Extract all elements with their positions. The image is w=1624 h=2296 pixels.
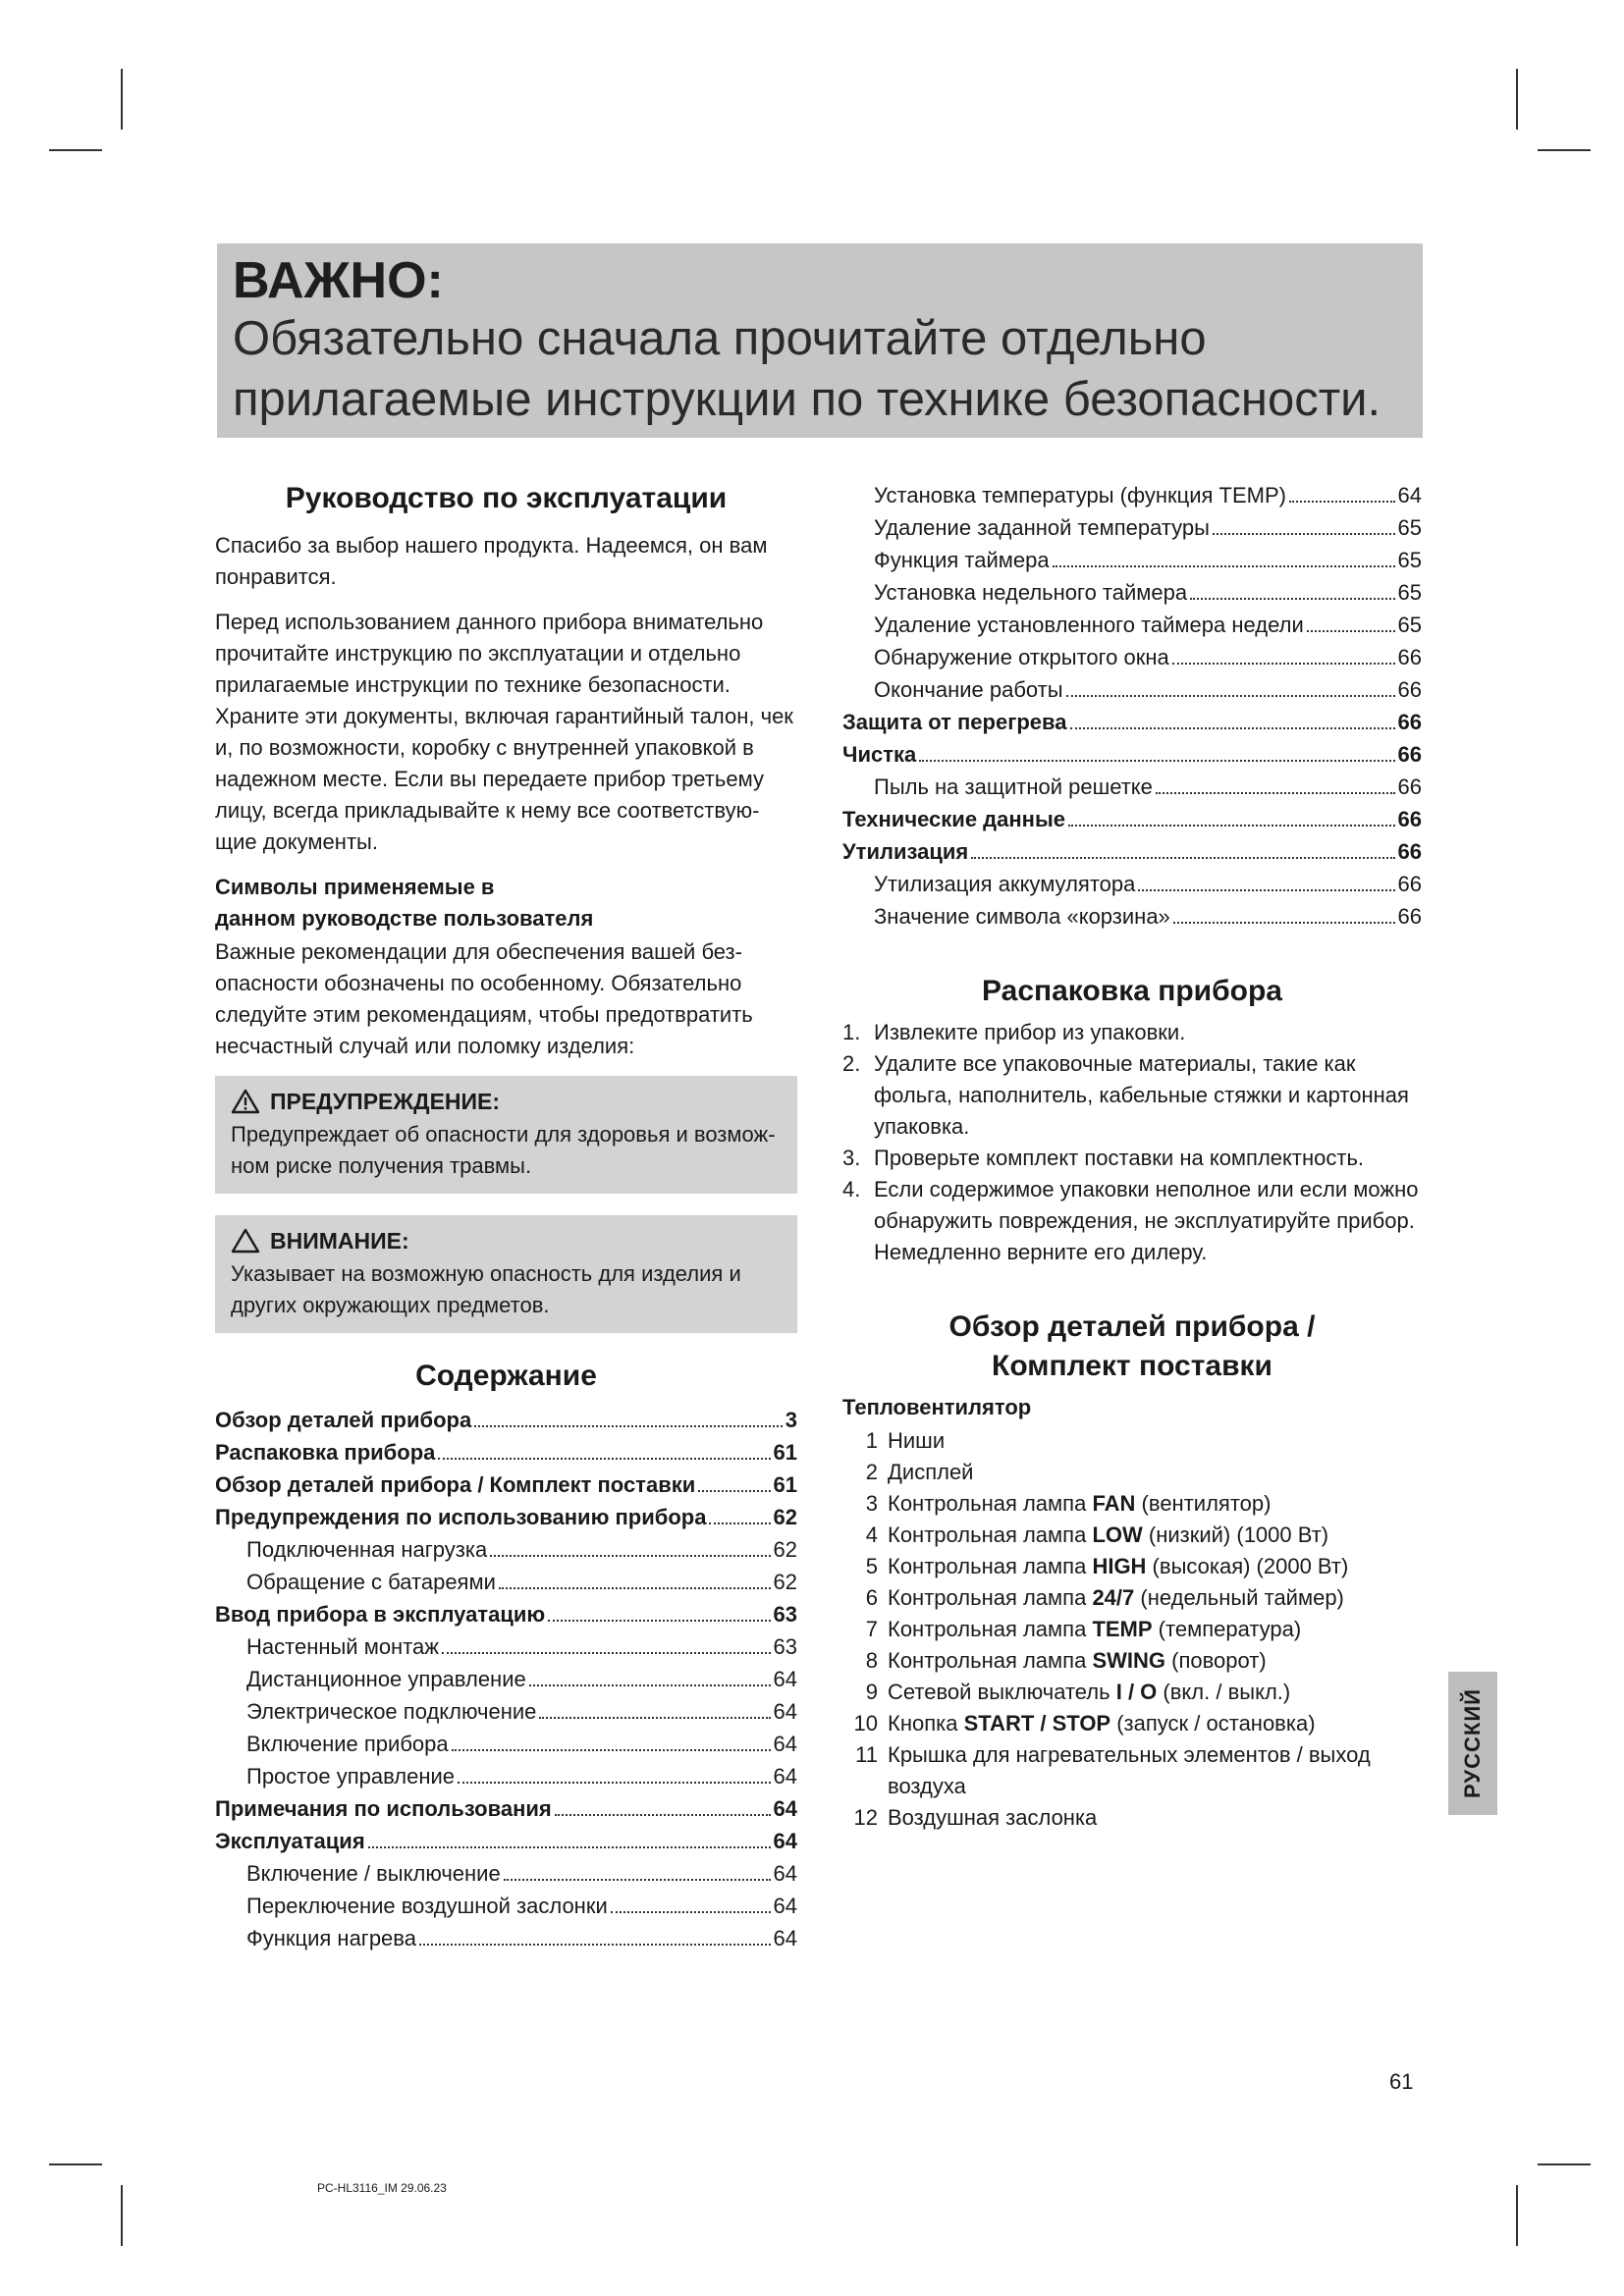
toc-entry-label: Технические данные	[842, 807, 1065, 831]
part-key-label: SWING	[1092, 1648, 1165, 1673]
toc-entry	[215, 1663, 797, 1695]
part-number: 7	[865, 1617, 878, 1641]
part-note: (поворот)	[1165, 1648, 1267, 1673]
toc-entry-label: Обнаружение открытого окна	[874, 645, 1169, 669]
toc-entry-label: Утилизация	[842, 839, 969, 864]
toc-leader-dots	[1307, 630, 1395, 632]
part-note: (вкл. / выкл.)	[1157, 1680, 1291, 1704]
toc-entry	[842, 706, 1422, 738]
part-text: Кнопка	[888, 1711, 964, 1735]
part-text: Контрольная лампа	[888, 1554, 1093, 1578]
toc-left-list	[215, 1404, 797, 1954]
toc-entry-page: 64	[773, 1732, 797, 1756]
part-text: Контрольная лампа	[888, 1585, 1093, 1610]
toc-leader-dots	[1213, 533, 1395, 535]
toc-entry-page: 61	[773, 1440, 797, 1465]
step-text: Проверьте комплект поставки на комплектность.	[874, 1146, 1365, 1170]
language-tab	[1448, 1672, 1497, 1815]
toc-leader-dots	[611, 1911, 771, 1913]
toc-entry-page: 61	[773, 1472, 797, 1497]
toc-leader-dots	[1066, 695, 1395, 697]
part-text: Контрольная лампа	[888, 1648, 1093, 1673]
toc-leader-dots	[1070, 727, 1395, 729]
part-text: Контрольная лампа	[888, 1522, 1093, 1547]
toc-entry	[842, 576, 1422, 609]
footer-code: PC-HL3116_IM 29.06.23	[317, 2181, 447, 2195]
caution-triangle-icon	[231, 1228, 260, 1254]
toc-leader-dots	[1156, 792, 1395, 794]
crop-mark	[121, 2185, 123, 2246]
part-note: (запуск / остановка)	[1110, 1711, 1316, 1735]
toc-entry	[215, 1890, 797, 1922]
language-tab-label: РУССКИЙ	[1460, 1688, 1485, 1798]
toc-entry	[842, 609, 1422, 641]
toc-entry-page: 64	[773, 1764, 797, 1789]
toc-entry-page: 66	[1397, 839, 1422, 864]
toc-entry	[215, 1922, 797, 1954]
part-description	[888, 1488, 1422, 1520]
toc-entry	[842, 673, 1422, 706]
toc-entry-page: 3	[785, 1408, 797, 1432]
unpacking-step	[842, 1174, 1422, 1268]
caution-header	[231, 1225, 782, 1256]
banner-text: Обязательно сначала прочитайте отдельно прилагаемые инструкции по технике безопасности.	[233, 312, 1381, 426]
right-column	[842, 479, 1422, 1834]
toc-entry-label: Функция нагрева	[246, 1926, 416, 1950]
toc-entry-label: Обзор деталей прибора	[215, 1408, 472, 1432]
toc-entry-label: Удаление заданной температуры	[874, 515, 1210, 540]
crop-mark	[49, 2163, 102, 2165]
toc-entry-label: Чистка	[842, 742, 917, 767]
toc-entry	[215, 1695, 797, 1728]
toc-entry-label: Обращение с батареями	[246, 1570, 496, 1594]
toc-leader-dots	[539, 1717, 770, 1719]
toc-entry	[215, 1566, 797, 1598]
toc-entry-label: Утилизация аккумулятора	[874, 872, 1136, 896]
toc-entry	[215, 1436, 797, 1468]
toc-entry-label: Электрическое подключение	[246, 1699, 537, 1724]
toc-entry-label: Примечания по использования	[215, 1796, 552, 1821]
banner-title: ВАЖНО:	[233, 252, 444, 309]
part-text: Дисплей	[888, 1460, 974, 1484]
part-item	[842, 1488, 1422, 1520]
toc-entry-page: 64	[773, 1667, 797, 1691]
toc-entry	[842, 738, 1422, 771]
overview-heading-line2: Комплект поставки	[992, 1350, 1272, 1382]
page-number: 61	[1389, 2069, 1414, 2094]
toc-leader-dots	[490, 1555, 770, 1557]
toc-entry-label: Переключение воздушной заслонки	[246, 1894, 608, 1918]
part-number: 4	[865, 1522, 878, 1547]
toc-leader-dots	[1138, 889, 1394, 891]
part-description	[888, 1614, 1422, 1645]
toc-leader-dots	[452, 1749, 771, 1751]
manual-intro: Спасибо за выбор нашего продукта. Надеемся, он вам понравится.	[215, 533, 768, 589]
toc-leader-dots	[1173, 922, 1395, 924]
toc-entry-page: 62	[773, 1505, 797, 1529]
step-number: 4.	[842, 1177, 861, 1201]
part-description	[888, 1677, 1422, 1708]
toc-heading: Содержание	[415, 1360, 597, 1392]
toc-entry-page: 65	[1397, 548, 1422, 572]
toc-leader-dots	[499, 1587, 771, 1589]
part-description	[888, 1708, 1422, 1739]
toc-entry-label: Ввод прибора в эксплуатацию	[215, 1602, 546, 1627]
symbols-text: Важные рекомендации для обеспечения вашей без-опасности обозначены по особенному. Обязательно следуйте этим рекомендациям, чтобы предотвратить несчастный случай или поломку изделия:	[215, 939, 753, 1058]
toc-entry-page: 66	[1397, 645, 1422, 669]
toc-entry	[215, 1501, 797, 1533]
toc-entry	[842, 544, 1422, 576]
toc-entry	[215, 1792, 797, 1825]
part-item	[842, 1457, 1422, 1488]
unpacking-heading: Распаковка прибора	[982, 975, 1282, 1007]
toc-entry-label: Включение прибора	[246, 1732, 449, 1756]
part-description	[888, 1457, 1422, 1488]
warning-text: Предупреждает об опасности для здоровья и возмож-ном риске получения травмы.	[231, 1122, 776, 1178]
toc-entry	[842, 900, 1422, 933]
toc-entry-page: 65	[1397, 515, 1422, 540]
part-note: (температура)	[1152, 1617, 1302, 1641]
step-text: Извлеките прибор из упаковки.	[874, 1020, 1186, 1044]
unpacking-step	[842, 1143, 1422, 1174]
toc-entry	[215, 1760, 797, 1792]
caution-text: Указывает на возможную опасность для изделия и других окружающих предметов.	[231, 1261, 741, 1317]
step-text: Если содержимое упаковки неполное или если можно обнаружить повреждения, не эксплуатируйте прибор. Немедленно верните его дилеру.	[874, 1177, 1419, 1264]
toc-entry-page: 62	[773, 1570, 797, 1594]
toc-entry-label: Настенный монтаж	[246, 1634, 439, 1659]
toc-leader-dots	[919, 760, 1394, 762]
part-note: (низкий) (1000 Вт)	[1142, 1522, 1329, 1547]
toc-entry-page: 63	[773, 1602, 797, 1627]
part-item	[842, 1582, 1422, 1614]
toc-entry	[842, 771, 1422, 803]
toc-entry	[842, 868, 1422, 900]
toc-leader-dots	[1053, 565, 1395, 567]
toc-entry	[842, 803, 1422, 835]
part-number: 11	[855, 1742, 878, 1767]
toc-leader-dots	[1190, 598, 1394, 600]
toc-entry-label: Удаление установленного таймера недели	[874, 613, 1304, 637]
part-text: Контрольная лампа	[888, 1617, 1093, 1641]
part-item	[842, 1677, 1422, 1708]
caution-title: ВНИМАНИЕ:	[270, 1228, 409, 1254]
toc-entry-label: Защита от перегрева	[842, 710, 1067, 734]
parts-list	[842, 1425, 1422, 1834]
step-number: 2.	[842, 1051, 861, 1076]
toc-entry-page: 64	[1397, 483, 1422, 507]
toc-entry	[215, 1825, 797, 1857]
crop-mark	[1538, 149, 1591, 151]
toc-entry	[215, 1533, 797, 1566]
toc-entry-page: 64	[773, 1861, 797, 1886]
part-description	[888, 1520, 1422, 1551]
toc-leader-dots	[474, 1425, 783, 1427]
toc-leader-dots	[419, 1944, 771, 1946]
toc-entry-label: Функция таймера	[874, 548, 1050, 572]
toc-leader-dots	[555, 1814, 771, 1816]
symbols-heading-line2: данном руководстве пользователя	[215, 906, 594, 931]
step-number: 1.	[842, 1020, 861, 1044]
part-item	[842, 1802, 1422, 1834]
toc-leader-dots	[1289, 501, 1395, 503]
toc-leader-dots	[438, 1458, 770, 1460]
part-number: 9	[865, 1680, 878, 1704]
toc-entry-page: 64	[773, 1829, 797, 1853]
toc-entry-page: 64	[773, 1926, 797, 1950]
manual-heading: Руководство по эксплуатации	[285, 482, 728, 514]
toc-entry-label: Подключенная нагрузка	[246, 1537, 488, 1562]
left-column	[215, 481, 797, 1954]
toc-leader-dots	[368, 1846, 771, 1848]
toc-leader-dots	[1068, 825, 1395, 827]
part-number: 10	[853, 1711, 878, 1735]
toc-entry	[842, 479, 1422, 511]
toc-entry-label: Окончание работы	[874, 677, 1063, 702]
step-number: 3.	[842, 1146, 861, 1170]
overview-heading-line1: Обзор деталей прибора /	[948, 1310, 1316, 1343]
crop-mark	[1516, 2185, 1518, 2246]
part-item	[842, 1708, 1422, 1739]
warning-triangle-icon	[231, 1089, 260, 1114]
part-key-label: START / STOP	[963, 1711, 1111, 1735]
toc-entry-label: Установка недельного таймера	[874, 580, 1188, 605]
part-text: Сетевой выключатель	[888, 1680, 1116, 1704]
toc-leader-dots	[971, 857, 1394, 859]
crop-mark	[121, 69, 123, 130]
toc-leader-dots	[709, 1522, 770, 1524]
part-key-label: TEMP	[1092, 1617, 1153, 1641]
toc-entry-label: Дистанционное управление	[246, 1667, 526, 1691]
toc-entry-label: Простое управление	[246, 1764, 456, 1789]
toc-entry	[842, 641, 1422, 673]
toc-leader-dots	[548, 1620, 770, 1622]
toc-entry	[842, 835, 1422, 868]
part-text: Ниши	[888, 1428, 946, 1453]
part-item	[842, 1551, 1422, 1582]
toc-entry	[215, 1598, 797, 1630]
symbols-heading	[215, 872, 797, 934]
part-key-label: HIGH	[1092, 1554, 1147, 1578]
toc-entry-label: Пыль на защитной решетке	[874, 774, 1153, 799]
warning-header	[231, 1086, 782, 1117]
toc-entry-page: 65	[1397, 580, 1422, 605]
part-text: Воздушная заслонка	[888, 1805, 1098, 1830]
part-number: 12	[853, 1805, 878, 1830]
part-key-label: I / O	[1115, 1680, 1158, 1704]
toc-entry	[842, 511, 1422, 544]
toc-entry	[215, 1404, 797, 1436]
caution-box	[215, 1215, 797, 1333]
step-text: Удалите все упаковочные материалы, такие как фольга, наполнитель, кабельные стяжки и картонная упаковка.	[874, 1051, 1409, 1139]
toc-entry-label: Эксплуатация	[215, 1829, 365, 1853]
toc-leader-dots	[504, 1879, 771, 1881]
warning-title: ПРЕДУПРЕЖДЕНИЕ:	[270, 1089, 501, 1114]
toc-leader-dots	[1172, 663, 1395, 665]
toc-entry-page: 66	[1397, 904, 1422, 929]
part-item	[842, 1614, 1422, 1645]
crop-mark	[49, 149, 102, 151]
part-text: Крышка для нагревательных элементов / выход воздуха	[888, 1742, 1371, 1798]
part-text: Контрольная лампа	[888, 1491, 1093, 1516]
toc-leader-dots	[442, 1652, 771, 1654]
part-number: 1	[865, 1428, 878, 1453]
part-item	[842, 1739, 1422, 1802]
toc-leader-dots	[529, 1684, 771, 1686]
toc-leader-dots	[698, 1490, 770, 1492]
toc-leader-dots	[458, 1782, 771, 1784]
part-description	[888, 1645, 1422, 1677]
toc-entry-label: Значение символа «корзина»	[874, 904, 1170, 929]
part-item	[842, 1520, 1422, 1551]
part-key-label: LOW	[1092, 1522, 1143, 1547]
part-description	[888, 1582, 1422, 1614]
toc-entry-page: 62	[773, 1537, 797, 1562]
toc-entry	[215, 1468, 797, 1501]
part-number: 8	[865, 1648, 878, 1673]
unpacking-step	[842, 1048, 1422, 1143]
toc-entry-label: Предупреждения по использованию прибора	[215, 1505, 707, 1529]
toc-entry	[215, 1630, 797, 1663]
overview-subheading: Тепловентилятор	[842, 1395, 1032, 1419]
crop-mark	[1538, 2163, 1591, 2165]
toc-entry-page: 66	[1397, 774, 1422, 799]
toc-entry-page: 63	[773, 1634, 797, 1659]
toc-entry	[215, 1857, 797, 1890]
symbols-heading-line1: Символы применяемые в	[215, 875, 495, 899]
part-description	[888, 1551, 1422, 1582]
toc-entry-page: 66	[1397, 742, 1422, 767]
toc-entry-page: 64	[773, 1796, 797, 1821]
toc-entry-page: 65	[1397, 613, 1422, 637]
part-item	[842, 1645, 1422, 1677]
part-key-label: 24/7	[1092, 1585, 1135, 1610]
part-description	[888, 1802, 1422, 1834]
toc-right-list	[842, 479, 1422, 933]
part-note: (высокая) (2000 Вт)	[1146, 1554, 1349, 1578]
manual-instructions: Перед использованием данного прибора внимательно прочитайте инструкцию по эксплуатации и отдельно прилагаемые инструкции по технике безопасности. Храните эти документы, включая гарантийный талон, чек и, по возможности, коробку с внутренней упаковкой в надежном месте. Если вы передаете прибор третьему лицу, всегда прикладывайте к нему все соответствую-щие документы.	[215, 610, 793, 854]
part-number: 6	[865, 1585, 878, 1610]
unpacking-list	[842, 1017, 1422, 1268]
part-description	[888, 1739, 1422, 1802]
crop-mark	[1516, 69, 1518, 130]
part-number: 2	[865, 1460, 878, 1484]
toc-entry-label: Включение / выключение	[246, 1861, 501, 1886]
toc-entry-page: 66	[1397, 710, 1422, 734]
part-key-label: FAN	[1092, 1491, 1136, 1516]
part-note: (недельный таймер)	[1134, 1585, 1344, 1610]
toc-entry-page: 64	[773, 1699, 797, 1724]
part-item	[842, 1425, 1422, 1457]
warning-box	[215, 1076, 797, 1194]
unpacking-step	[842, 1017, 1422, 1048]
part-number: 5	[865, 1554, 878, 1578]
toc-entry-label: Установка температуры (функция TEMP)	[874, 483, 1286, 507]
important-banner	[217, 243, 1423, 438]
toc-entry-label: Обзор деталей прибора / Комплект поставки	[215, 1472, 696, 1497]
toc-entry-page: 66	[1397, 677, 1422, 702]
part-note: (вентилятор)	[1135, 1491, 1272, 1516]
toc-entry	[215, 1728, 797, 1760]
toc-entry-page: 66	[1397, 872, 1422, 896]
toc-entry-page: 64	[773, 1894, 797, 1918]
toc-entry-label: Распаковка прибора	[215, 1440, 436, 1465]
overview-heading	[842, 1308, 1422, 1386]
toc-entry-page: 66	[1397, 807, 1422, 831]
part-description	[888, 1425, 1422, 1457]
part-number: 3	[865, 1491, 878, 1516]
